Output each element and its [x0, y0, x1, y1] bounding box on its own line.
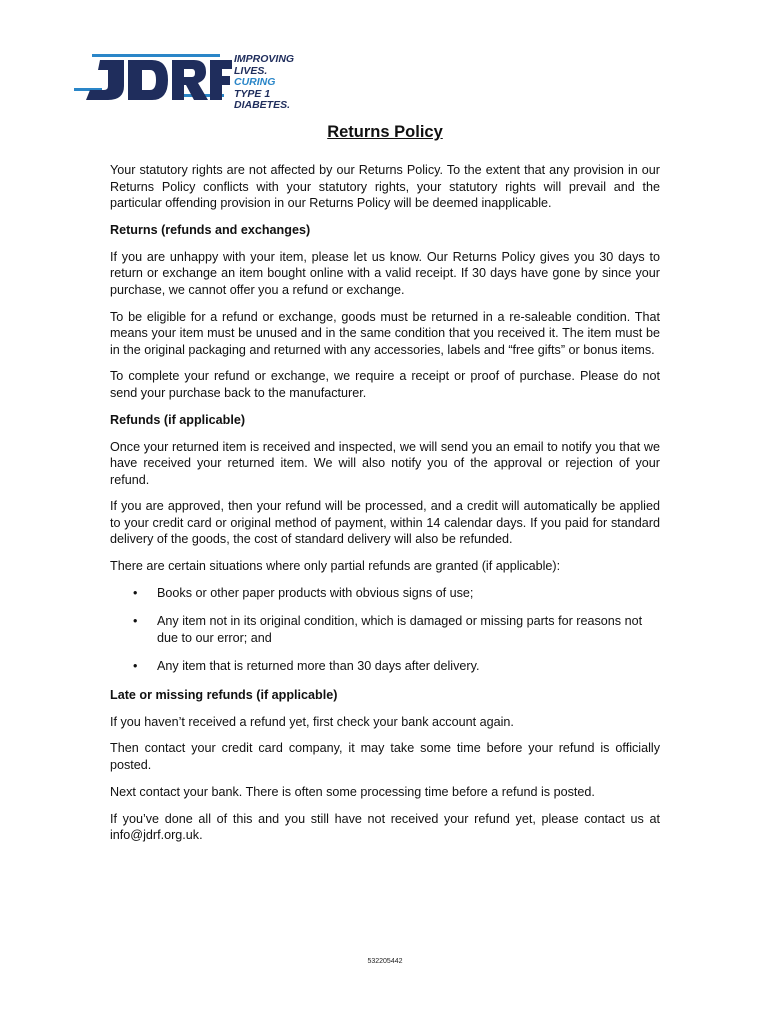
refunds-paragraph-2: If you are approved, then your refund will be processed, and a credit will automatically be applied to your credit card or original method of payment, within 14 calendar days. If you paid for standard delivery of the goods, the cost of standard delivery will also be refunded.: [110, 499, 660, 547]
tagline-line-5: DIABETES.: [234, 99, 291, 111]
bullet-icon: •: [133, 614, 138, 629]
tagline-line-1: IMPROVING: [234, 53, 295, 65]
late-paragraph-1: If you haven’t received a refund yet, first check your bank account again.: [110, 714, 514, 729]
refunds-paragraph-3: There are certain situations where only partial refunds are granted (if applicable):: [110, 559, 561, 574]
tagline-line-3: CURING: [234, 76, 276, 88]
late-paragraph-3: Next contact your bank. There is often some processing time before a refund is posted.: [110, 784, 595, 799]
tagline-line-4: TYPE 1: [234, 87, 271, 100]
jdrf-logo-mark: [72, 50, 232, 106]
list-item-text: Any item that is returned more than 30 days after delivery.: [157, 659, 480, 674]
returns-paragraph-2: To be eligible for a refund or exchange, goods must be returned in a re-saleable condition. That means your item must be unused and in the same condition that you received it. The item must be in the original packaging and returned with any accessories, labels and “free gifts” or bonus items.: [110, 309, 660, 357]
list-item-text: Books or other paper products with obvious signs of use;: [157, 586, 474, 601]
page-title: Returns Policy: [327, 123, 443, 141]
late-paragraph-2: Then contact your credit card company, it may take some time before your refund is officially posted.: [110, 741, 660, 772]
heading-late-refunds: Late or missing refunds (if applicable): [110, 687, 338, 702]
refunds-paragraph-1: Once your returned item is received and inspected, we will send you an email to notify you that we have received your returned item. We will also notify you of the approval or rejection of your refund.: [110, 439, 660, 487]
document-reference-number: 532205442: [367, 958, 403, 965]
list-item: [110, 613, 660, 646]
jdrf-logo: [72, 50, 312, 110]
partial-refund-list: [110, 585, 660, 675]
intro-paragraph: Your statutory rights are not affected by our Returns Policy. To the extent that any provision in our Returns Policy conflicts with your statutory rights, your statutory rights will prevail and the particular offending provision in our Returns Policy will be deemed inapplicable.: [110, 163, 660, 211]
logo-tagline: [234, 54, 294, 112]
returns-paragraph-3: To complete your refund or exchange, we require a receipt or proof of purchase. Please do not send your purchase back to the manufacturer.: [110, 369, 660, 400]
heading-returns: Returns (refunds and exchanges): [110, 223, 311, 238]
list-item: [110, 658, 660, 674]
bullet-icon: •: [133, 659, 138, 674]
late-paragraph-4: If you’ve done all of this and you still have not received your refund yet, please contact us at info@jdrf.org.uk.: [110, 811, 660, 843]
returns-paragraph-1: If you are unhappy with your item, please let us know. Our Returns Policy gives you 30 days to return or exchange an item bought online with a valid receipt. If 30 days have gone by since your purchase, we cannot offer you a refund or exchange.: [110, 250, 660, 297]
tagline-line-2: LIVES.: [234, 64, 268, 77]
list-item: [110, 585, 660, 601]
bullet-icon: •: [133, 586, 138, 601]
policy-body: [110, 120, 660, 854]
list-item-text: Any item not in its original condition, which is damaged or missing parts for reasons not due to our error; and: [157, 614, 643, 645]
heading-refunds: Refunds (if applicable): [110, 412, 246, 427]
